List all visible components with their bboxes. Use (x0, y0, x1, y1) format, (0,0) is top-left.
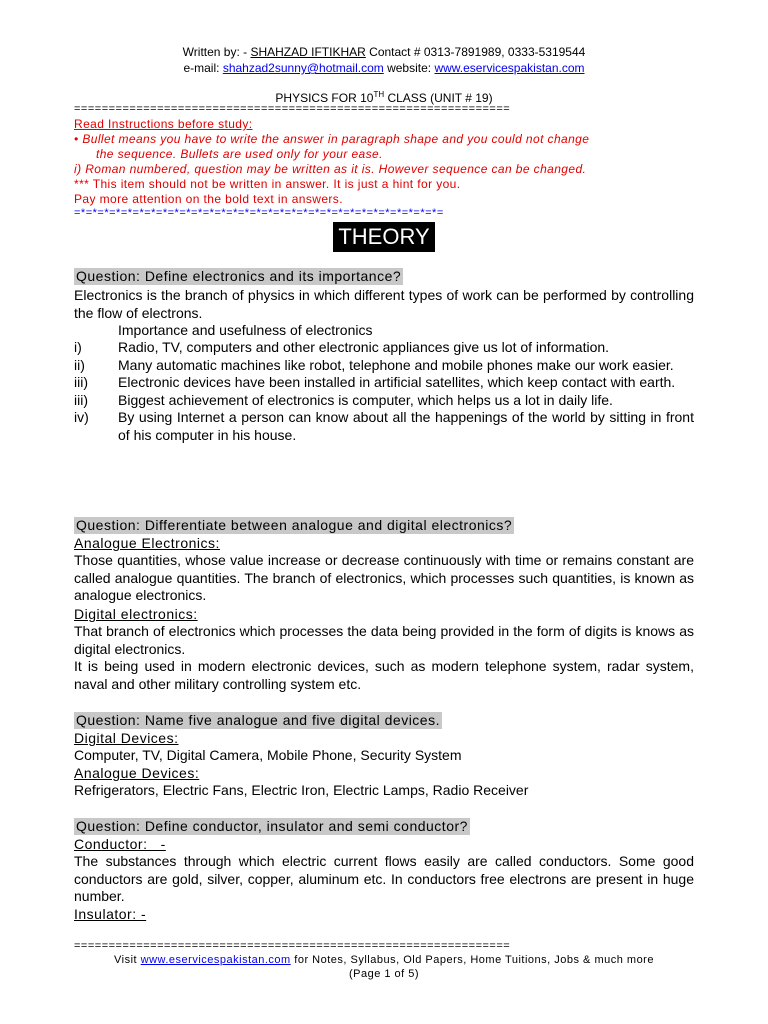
theory-heading: THEORY (333, 222, 434, 252)
question-4-title: Question: Define conductor, insulator and semi conductor? (76, 818, 468, 834)
page-number: (Page 1 of 5) (348, 968, 420, 980)
footer-visit: Visit (114, 954, 141, 966)
list-item (74, 339, 694, 357)
question-2 (74, 517, 694, 535)
email-label: e-mail: (183, 61, 223, 75)
question-3 (74, 712, 694, 730)
list-item (74, 357, 694, 375)
website-link[interactable]: www.eservicespakistan.com (434, 61, 585, 75)
list-item (74, 374, 694, 392)
header-divider: =============================================================== (74, 103, 511, 115)
title-unit: CLASS (UNIT # 19) (384, 91, 493, 105)
analogue-devices-heading: Analogue Devices: (74, 765, 200, 781)
instruction-bullet: • Bullet means you have to write the answer in paragraph shape and you could not change (74, 132, 590, 146)
instruction-attention: Pay more attention on the bold text in answers. (74, 192, 343, 206)
digital-devices-heading: Digital Devices: (74, 730, 179, 746)
list-item-text: By using Internet a person can know about all the happenings of the world by sitting in front of his computer in his house. (118, 409, 694, 443)
instructions-heading: Read Instructions before study: (74, 117, 253, 131)
author-name: SHAHZAD IFTIKHAR (250, 45, 366, 59)
digital-electronics-heading: Digital electronics: (74, 606, 198, 622)
website-label: website: (383, 61, 435, 75)
written-by-label: Written by: - (182, 45, 251, 59)
importance-list (74, 339, 694, 444)
insulator-heading: Insulator: - (74, 906, 147, 922)
instructions-separator: =*=*=*=*=*=*=*=*=*=*=*=*=*=*=*=*=*=*=*=*=*=*=*=*=*=*=*=*=*=*=*= (74, 207, 444, 219)
title-text: PHYSICS FOR 10 (275, 91, 374, 105)
question-4 (74, 818, 694, 836)
digital-electronics-usage: It is being used in modern electronic devices, such as modern telephone system, radar system, naval and other military controlling system etc. (74, 658, 694, 692)
importance-heading: Importance and usefulness of electronics (118, 322, 373, 338)
list-item (74, 392, 694, 410)
question-3-title: Question: Name five analogue and five digital devices. (76, 712, 440, 728)
list-item-text: Many automatic machines like robot, telephone and mobile phones make our work easier. (118, 356, 674, 373)
list-item-number: i) (74, 339, 82, 355)
conductor-heading: Conductor: - (74, 836, 166, 852)
digital-devices-list: Computer, TV, Digital Camera, Mobile Phone, Security System (74, 747, 462, 763)
email-website-line (74, 60, 694, 76)
digital-electronics-text: That branch of electronics which processes the data being provided in the form of digits is knows as digital electronics. (74, 623, 694, 657)
list-item-number: iii) (74, 391, 88, 408)
question-1-answer: Electronics is the branch of physics in which different types of work can be performed by controlling the flow of electrons. (74, 287, 694, 321)
email-link[interactable]: shahzad2sunny@hotmail.com (222, 61, 384, 75)
question-2-title: Question: Differentiate between analogue and digital electronics? (76, 517, 513, 533)
list-item-number: ii) (74, 356, 85, 373)
contact-numbers: Contact # 0313-7891989, 0333-5319544 (365, 45, 586, 59)
instruction-roman: i) Roman numbered, question may be written as it is. However sequence can be changed. (74, 162, 587, 176)
list-item-text: Radio, TV, computers and other electronic appliances give us lot of information. (118, 339, 610, 355)
instruction-hint: *** This item should not be written in answer. It is just a hint for you. (74, 177, 461, 191)
list-item-text: Electronic devices have been installed in artificial satellites, which keep contact with earth. (118, 374, 676, 390)
title-superscript: TH (373, 90, 385, 99)
conductor-text: The substances through which electric current flows easily are called conductors. Some good conductors are gold, silver, copper, aluminum etc. In conductors free electrons are present in huge number. (74, 853, 694, 904)
list-item-number: iv) (74, 409, 89, 425)
analogue-devices-list: Refrigerators, Electric Fans, Electric Iron, Electric Lamps, Radio Receiver (74, 782, 529, 798)
instruction-bullet-continued: the sequence. Bullets are used only for your ease. (96, 147, 383, 161)
analogue-electronics-text: Those quantities, whose value increase or decrease continuously with time or remains constant are called analogue quantities. The branch of electronics, which processes such quantities, is known as analogue electronics. (74, 552, 694, 603)
list-item-text: Biggest achievement of electronics is computer, which helps us a lot in daily life. (118, 391, 613, 408)
footer-divider: =============================================================== (74, 940, 511, 952)
footer-line (74, 954, 694, 967)
question-1-title: Question: Define electronics and its importance? (76, 268, 402, 284)
list-item (74, 409, 694, 444)
footer-website-link[interactable]: www.eservicespakistan.com (140, 954, 291, 966)
footer-text: for Notes, Syllabus, Old Papers, Home Tuitions, Jobs & much more (290, 954, 654, 966)
question-1 (74, 268, 694, 286)
theory-heading-wrap (0, 222, 768, 252)
list-item-number: iii) (74, 374, 88, 390)
author-line (74, 44, 694, 60)
analogue-electronics-heading: Analogue Electronics: (74, 535, 220, 551)
